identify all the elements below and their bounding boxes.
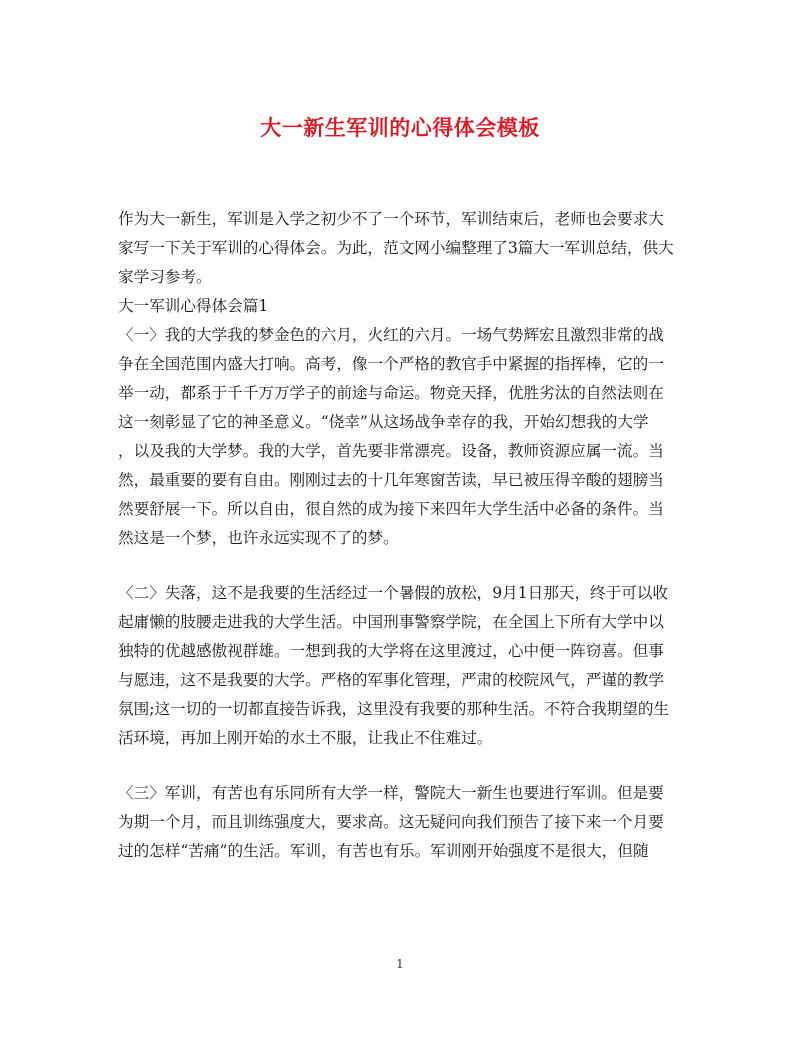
text-line: 起庸懒的肢腰走进我的大学生活。中国刑事警察学院，在全国上下所有大学中以 (118, 613, 664, 631)
page-number: 1 (396, 957, 404, 971)
text-line: 争在全国范围内盛大打响。高考，像一个严格的教官手中紧握的指挥棒，它的一 (118, 355, 664, 373)
paragraph-part-1 (118, 321, 682, 553)
text-line: 〈三〉军训，有苦也有乐同所有大学一样，警院大一新生也要进行军训。但是要 (118, 784, 664, 802)
text-line: 活环境，再加上刚开始的水土不服，让我止不住难过。 (118, 729, 493, 747)
text-line: 家写一下关于军训的心得体会。为此，范文网小编整理了3篇大一军训总结，供大 (118, 239, 674, 257)
text-line: 然，最重要的要有自由。刚刚过去的十几年寒窗苦读，早已被压得辛酸的翅膀当 (118, 471, 664, 489)
text-line: 大一军训心得体会篇1 (118, 297, 269, 315)
text-line: 氛围;这一切的一切都直接告诉我，这里没有我要的那种生活。不符合我期望的生 (118, 700, 670, 718)
paragraph-spacer (118, 553, 682, 579)
text-line: 过的怎样“苦痛”的生活。军训，有苦也有乐。军训刚开始强度不是很大，但随 (118, 842, 649, 860)
paragraph-spacer (118, 753, 682, 779)
text-line: 〈二〉失落，这不是我要的生活经过一个暑假的放松，9月1日那天，终于可以收 (118, 584, 669, 602)
text-line: 家学习参考。 (118, 268, 212, 286)
text-line: 这一刻彰显了它的神圣意义。“侥幸”从这场战争幸存的我，开始幻想我的大学 (118, 413, 649, 431)
text-line: ，以及我的大学梦。我的大学，首先要非常漂亮。设备，教师资源应属一流。当 (118, 442, 664, 460)
paragraph-intro (118, 205, 682, 292)
text-line: 独特的优越感傲视群雄。一想到我的大学将在这里渡过，心中便一阵窃喜。但事 (118, 642, 664, 660)
section-heading (118, 292, 682, 321)
document-title: 大一新生军训的心得体会模板 (260, 115, 540, 140)
text-line: 然要舒展一下。所以自由，很自然的成为接下来四年大学生活中必备的条件。当 (118, 500, 664, 518)
text-line: 作为大一新生，军训是入学之初少不了一个环节，军训结束后，老师也会要求大 (118, 210, 664, 228)
text-line: 举一动，都系于千千万万学子的前途与命运。物竞天择，优胜劣汰的自然法则在 (118, 384, 664, 402)
paragraph-part-3 (118, 779, 682, 866)
text-line: 为期一个月，而且训练强度大，要求高。这无疑问向我们预告了接下来一个月要 (118, 813, 664, 831)
text-line: 然这是一个梦，也许永远实现不了的梦。 (118, 529, 399, 547)
paragraph-part-2 (118, 579, 682, 753)
document-body (118, 205, 682, 866)
text-line: 与愿违，这不是我要的大学。严格的军事化管理，严肃的校院风气，严谨的教学 (118, 671, 664, 689)
text-line: 〈一〉我的大学我的梦金色的六月，火红的六月。一场气势辉宏且激烈非常的战 (118, 326, 664, 344)
